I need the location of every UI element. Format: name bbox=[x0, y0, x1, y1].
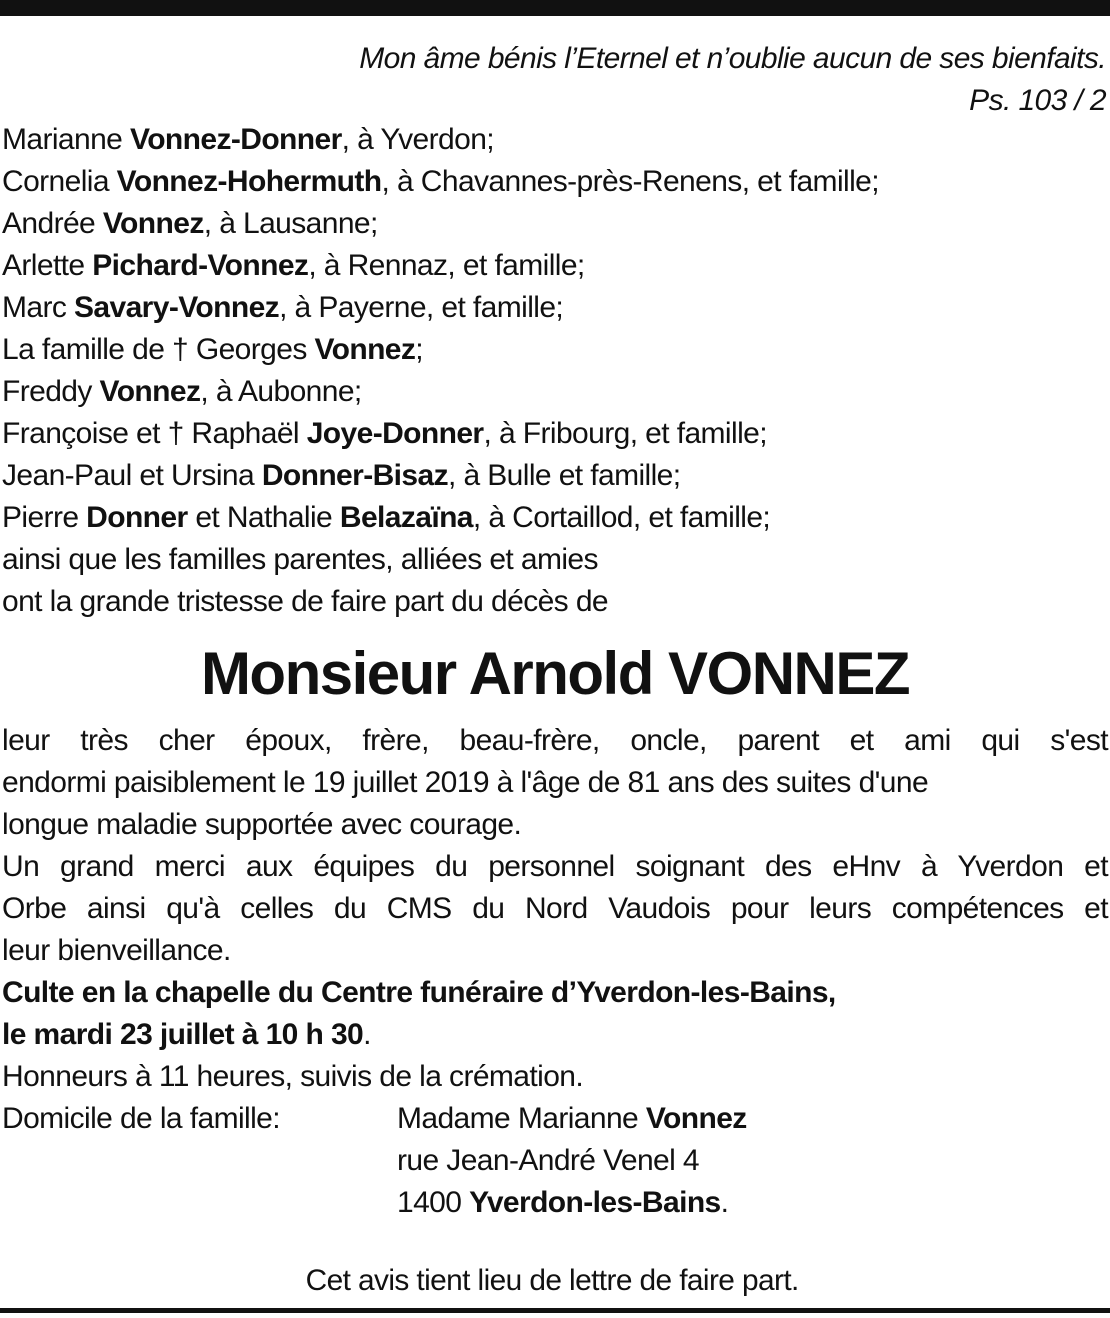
domicile-city bbox=[397, 1182, 728, 1224]
mourner-surname: Donner bbox=[86, 501, 188, 534]
mourner-location: , à Chavannes-près-Renens, et famille; bbox=[381, 165, 879, 198]
mourner-line bbox=[2, 413, 767, 455]
domicile-title: Madame Marianne bbox=[397, 1102, 646, 1135]
mourner-location: ; bbox=[415, 333, 424, 366]
mourner-location: , à Cortaillod, et famille; bbox=[472, 501, 771, 534]
mourner-surname: Pichard-Vonnez bbox=[92, 249, 309, 282]
service-location: Culte en la chapelle du Centre funéraire d’Yverdon-les-Bains, bbox=[2, 976, 836, 1009]
mourner-line bbox=[2, 329, 423, 371]
mourner-surname: Vonnez bbox=[99, 375, 201, 408]
mourner-surname: Belazaïna bbox=[339, 501, 473, 534]
mourner-first-name: La famille de † Georges bbox=[2, 333, 315, 366]
domicile-city-name: Yverdon-les-Bains bbox=[469, 1186, 721, 1219]
mourner-surname: Joye-Donner bbox=[306, 417, 484, 450]
mourner-first-name: Jean-Paul et Ursina bbox=[2, 459, 262, 492]
honours-line: Honneurs à 11 heures, suivis de la crémation. bbox=[2, 1060, 584, 1093]
mourner-first-name: Cornelia bbox=[2, 165, 117, 198]
mourner-location: , à Fribourg, et famille; bbox=[483, 417, 767, 450]
mourner-location: , à Rennaz, et famille; bbox=[308, 249, 585, 282]
mourner-first-name: Freddy bbox=[2, 375, 100, 408]
paragraph-line: longue maladie supportée avec courage. bbox=[2, 808, 522, 841]
mourner-line bbox=[2, 287, 563, 329]
deceased-name: Monsieur Arnold VONNEZ bbox=[200, 640, 910, 707]
domicile-label: Domicile de la famille: bbox=[2, 1102, 280, 1135]
mourner-surname: Vonnez bbox=[314, 333, 416, 366]
mourner-line bbox=[2, 497, 770, 539]
top-rule bbox=[0, 0, 1110, 16]
mourner-location: , à Payerne, et famille; bbox=[279, 291, 564, 324]
mourner-first-name: Marianne bbox=[2, 123, 131, 156]
quote-text: Mon âme bénis l’Eternel et n’oublie aucun de ses bienfaits. bbox=[359, 42, 1106, 75]
mourner-location: , à Lausanne; bbox=[203, 207, 378, 240]
mourner-line bbox=[2, 161, 879, 203]
paragraph-line: leur très cher époux, frère, beau-frère, oncle, parent et ami qui s'est bbox=[2, 724, 1108, 757]
intro-line: ainsi que les familles parentes, alliées et amies bbox=[2, 543, 598, 576]
mourner-connector: et Nathalie bbox=[187, 501, 340, 534]
mourner-line bbox=[2, 455, 681, 497]
mourner-first-name: Françoise et † Raphaël bbox=[2, 417, 307, 450]
quote-reference: Ps. 103 / 2 bbox=[969, 84, 1106, 117]
mourner-first-name: Andrée bbox=[2, 207, 103, 240]
mourner-surname: Vonnez-Hohermuth bbox=[116, 165, 382, 198]
mourner-line bbox=[2, 371, 362, 413]
mourner-line bbox=[2, 245, 585, 287]
paragraph-line: Orbe ainsi qu'à celles du CMS du Nord Vaudois pour leurs compétences et bbox=[2, 892, 1108, 925]
service-date bbox=[2, 1014, 371, 1056]
paragraph-line: endormi paisiblement le 19 juillet 2019 à l'âge de 81 ans des suites d'une bbox=[2, 766, 929, 799]
mourner-location: , à Aubonne; bbox=[200, 375, 362, 408]
mourner-location: , à Yverdon; bbox=[341, 123, 495, 156]
domicile-street: rue Jean-André Venel 4 bbox=[397, 1144, 700, 1177]
mourner-first-name: Marc bbox=[2, 291, 75, 324]
domicile-city-period: . bbox=[720, 1186, 729, 1219]
mourner-surname: Vonnez-Donner bbox=[130, 123, 342, 156]
domicile-surname: Vonnez bbox=[645, 1102, 747, 1135]
paragraph-line: leur bienveillance. bbox=[2, 934, 231, 967]
service-date-text: le mardi 23 juillet à 10 h 30 bbox=[2, 1018, 364, 1051]
domicile-name bbox=[397, 1098, 747, 1140]
mourner-surname: Savary-Vonnez bbox=[74, 291, 280, 324]
mourner-location: , à Bulle et famille; bbox=[447, 459, 681, 492]
intro-line: ont la grande tristesse de faire part du décès de bbox=[2, 585, 608, 618]
paragraph-line: Un grand merci aux équipes du personnel soignant des eHnv à Yverdon et bbox=[2, 850, 1108, 883]
mourner-first-name: Arlette bbox=[2, 249, 93, 282]
bottom-rule bbox=[0, 1308, 1110, 1313]
mourner-surname: Donner-Bisaz bbox=[261, 459, 448, 492]
mourner-first-name: Pierre bbox=[2, 501, 87, 534]
domicile-zip: 1400 bbox=[397, 1186, 470, 1219]
footer-note: Cet avis tient lieu de lettre de faire part. bbox=[305, 1264, 799, 1297]
service-date-period: . bbox=[363, 1018, 371, 1051]
mourner-line bbox=[2, 119, 494, 161]
mourner-surname: Vonnez bbox=[102, 207, 204, 240]
mourner-line bbox=[2, 203, 378, 245]
